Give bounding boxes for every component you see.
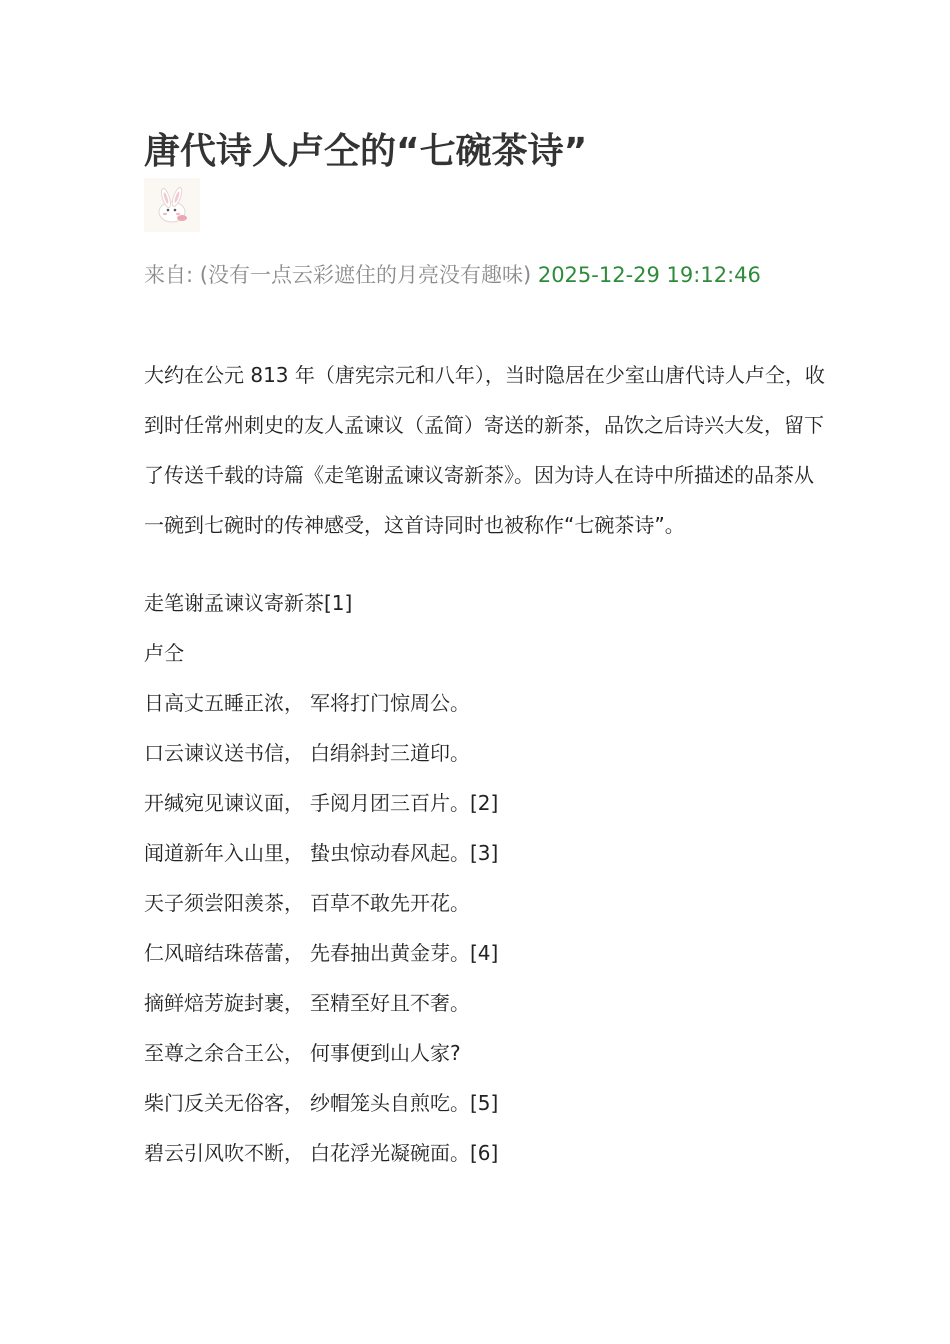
- couplet-first: 碧云引风吹不断，: [144, 1141, 304, 1165]
- intro-line: 一碗到七碗时的传神感受，这首诗同时也被称作“七碗茶诗”。: [144, 513, 685, 537]
- couplet-second: 白绢斜封三道印。: [310, 741, 470, 765]
- couplet-second: 至精至好且不奢。: [310, 991, 470, 1015]
- poem-title: 走笔谢孟谏议寄新茶[1]: [144, 591, 353, 615]
- couplet-first: 开缄宛见谏议面，: [144, 791, 304, 815]
- poem-couplet: [144, 1128, 804, 1178]
- couplet-first: 柴门反关无俗客，: [144, 1091, 304, 1115]
- meta-timestamp: 2025-12-29 19:12:46: [537, 263, 761, 287]
- poem-couplet: [144, 828, 804, 878]
- couplet-first: 摘鲜焙芳旋封裹，: [144, 991, 304, 1015]
- poem-couplet: [144, 978, 804, 1028]
- poem-author: 卢仝: [144, 641, 184, 665]
- couplet-first: 口云谏议送书信，: [144, 741, 304, 765]
- poem-couplet: [144, 1078, 804, 1128]
- poem: [144, 578, 804, 1178]
- couplet-first: 仁风暗结珠蓓蕾，: [144, 941, 304, 965]
- poem-couplet: [144, 1028, 804, 1078]
- intro-line: 大约在公元 813 年（唐宪宗元和八年），当时隐居在少室山唐代诗人卢仝，收: [144, 363, 825, 387]
- couplet-first: 闻道新年入山里，: [144, 841, 304, 865]
- poem-couplet: [144, 878, 804, 928]
- couplet-second: 百草不敢先开花。: [310, 891, 470, 915]
- rabbit-avatar-icon[interactable]: [144, 178, 200, 232]
- intro-line: 了传送千载的诗篇《走笔谢孟谏议寄新茶》。因为诗人在诗中所描述的品茶从: [144, 463, 814, 487]
- intro-line: 到时任常州刺史的友人孟谏议（孟简）寄送的新茶，品饮之后诗兴大发，留下: [144, 413, 824, 437]
- article-title: 唐代诗人卢仝的“七碗茶诗”: [144, 131, 588, 172]
- poem-couplet: [144, 928, 804, 978]
- couplet-first: 至尊之余合王公，: [144, 1041, 304, 1065]
- poem-couplet: [144, 678, 804, 728]
- couplet-second: 蛰虫惊动春风起。[3]: [310, 841, 499, 865]
- article-intro: [144, 350, 825, 550]
- couplet-second: 何事便到山人家?: [310, 1041, 461, 1065]
- article-meta: [144, 260, 761, 290]
- couplet-second: 纱帽笼头自煎吃。[5]: [310, 1091, 499, 1115]
- couplet-second: 军将打门惊周公。: [310, 691, 470, 715]
- meta-source[interactable]: 来自: (没有一点云彩遮住的月亮没有趣味): [144, 263, 532, 287]
- poem-couplet: [144, 728, 804, 778]
- couplet-second: 先春抽出黄金芽。[4]: [310, 941, 499, 965]
- poem-couplet: [144, 778, 804, 828]
- couplet-first: 日高丈五睡正浓，: [144, 691, 304, 715]
- couplet-first: 天子须尝阳羡茶，: [144, 891, 304, 915]
- couplet-second: 白花浮光凝碗面。[6]: [310, 1141, 499, 1165]
- couplet-second: 手阅月团三百片。[2]: [310, 791, 499, 815]
